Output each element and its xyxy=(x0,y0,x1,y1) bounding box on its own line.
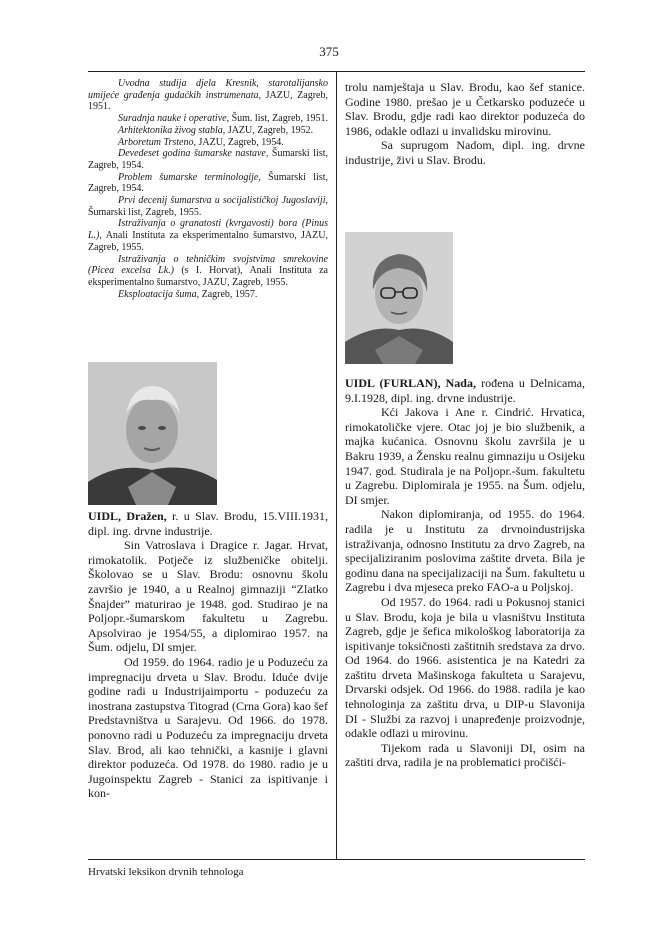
bibliography-item: Prvi decenij šumarstva u socijalističkoj Jugoslaviji, Šumarski list, Zagreb, 1955. xyxy=(88,195,328,218)
entry-heading: UIDL, Dražen, r. u Slav. Brodu, 15.VIII.1931, dipl. ing. drvne industrije. xyxy=(88,509,329,538)
bottom-rule xyxy=(88,859,585,860)
page-number: 375 xyxy=(319,44,339,59)
bibliography-list xyxy=(88,78,328,300)
entry-paragraph: Sa suprugom Nadom, dipl. ing. drvne industrije, živi u Slav. Brodu. xyxy=(345,138,585,167)
portrait-photo-drazen xyxy=(88,362,217,505)
bibliography-item: Eksploatacija šuma, Zagreb, 1957. xyxy=(118,288,258,300)
entry-drazen-uidl xyxy=(88,509,328,801)
column-divider xyxy=(336,71,337,859)
bibliography-item: Uvodna studija djela Kresnik, starotalijansko umijeće građenja gudaćkih instrumenata, JAZU, Zagreb, 1951. xyxy=(88,78,328,113)
entry-paragraph: Kći Jakova i Ane r. Cindrić. Hrvatica, rimokatoličke vjere. Otac joj je bio službenik, a majka kućanica. Osnovnu školu završila je u Bakru 1939, a Žensku realnu gimnaziju u Osijeku 1947. god. Studirala je na Poljopr.-šum. fakultetu u Zagrebu. Diplomirala je 1955. na Šum. odjelu, DI smjer. xyxy=(345,405,585,507)
bibliography-item: Problem šumarske terminologije, Šumarski list, Zagreb, 1954. xyxy=(88,171,328,195)
bibliography-item: Devedeset godina šumarske nastave, Šumarski list, Zagreb, 1954. xyxy=(88,148,328,171)
bibliography-item: Istraživanja o granatosti (kvrgavosti) bora (Pinus L.), Anali Instituta za eksperimentalno šumarstvo, JAZU, Zagreb, 1955. xyxy=(88,218,328,253)
bibliography-item: Arhitektonika živog stabla, JAZU, Zagreb, 1952. xyxy=(118,124,314,136)
page-footer: Hrvatski leksikon drvnih tehnologa xyxy=(88,866,244,878)
entry-paragraph: Od 1957. do 1964. radi u Pokusnoj stanici u Slav. Brodu, koja je bila u vlasništvu Instituta Zagreb, gdje je šefica mikološkog laboratorija za ispitivanje toksičnosti zaštitnih sredstava za drvo. Od 1964. do 1966. asistentica je na Katedri za zaštitu drveta Mašinskoga fakulteta u Sarajevu, Drvarski odsjek. Od 1966. do 1988. radila je kao tehnologinja za zaštitu drva, u DIP-u Slavonija DI - Službi za razvoj i unapređenje proizvodnje, odakle odlazi u mirovinu. xyxy=(345,594,585,741)
entry-paragraph: Od 1959. do 1964. radio je u Poduzeću za impregnaciju drveta u Slav. Brodu. Iduće dvije godine radi u Industrijaimportu - poduzeću za inostrana zastupstva Titograd (Crna Gora) kao šef Predstavništva u Sarajevu. Od 1966. do 1978. ponovno radi u Poduzeću za impregnaciju drveta Slav. Brod, ali kao tehnički, a kasnije i glavni direktor poduzeća. Od 1978. do 1980. radio je u Jugoinspektu Zagreb - Stanici za ispitivanje i kon- xyxy=(88,654,328,801)
entry-paragraph: Sin Vatroslava i Dragice r. Jagar. Hrvat, rimokatolik. Potječe iz službeničke obitelji. Školovao se u Slav. Brodu: osnovnu školu završio je 1940, a u Realnoj gimnaziji “Zlatko Šnajder” maturirao je 1948. god. Studirao je na Poljopr.-šumarskom fakultetu u Zagrebu. Apsolvirao je 1954/55, a diplomirao 1957. na Šum. odjelu, DI smjer. xyxy=(88,538,328,655)
bibliography-item: Arboretum Trsteno, JAZU, Zagreb, 1954. xyxy=(118,136,284,148)
bibliography-item: Suradnja nauke i operative, Šum. list, Zagreb, 1951. xyxy=(118,113,328,125)
portrait-photo-nada xyxy=(345,232,453,364)
entry-paragraph: Tijekom rada u Slavoniji DI, osim na zaštiti drva, radila je na problematici pročišći- xyxy=(345,740,585,770)
entry-heading: UIDL (FURLAN), Nada, rođena u Delnicama, 9.I.1928, dipl. ing. drvne industrije. xyxy=(345,376,585,405)
entry-nada-uidl xyxy=(345,376,585,770)
entry-drazen-continuation xyxy=(345,80,585,168)
entry-paragraph: trolu namještaja u Slav. Brodu, kao šef stanice. Godine 1980. prešao je u Četkarsko poduzeće u Slav. Brodu, gdje radi kao direktor poduzeća do 1986, odakle odlazi u invalidsku mirovinu. xyxy=(345,80,585,138)
bibliography-item: Istraživanja o tehničkim svojstvima smrekovine (Picea excelsa Lk.) (s I. Horvat), Anali Instituta za eksperimentalno šumarstvo, JAZU, Zagreb, 1955. xyxy=(88,253,328,288)
entry-paragraph: Nakon diplomiranja, od 1955. do 1964. radila je u Institutu za drvnoindustrijska istraživanja, odnosno Institutu za drvo Zagreb, na specijaliziranim poslovima zaštite drveta. Bila je godinu dana na specijalizaciji na Šum. fakultetu u Zagrebu i dva mjeseca preko FAO-a u Poljskoj. xyxy=(345,507,585,595)
